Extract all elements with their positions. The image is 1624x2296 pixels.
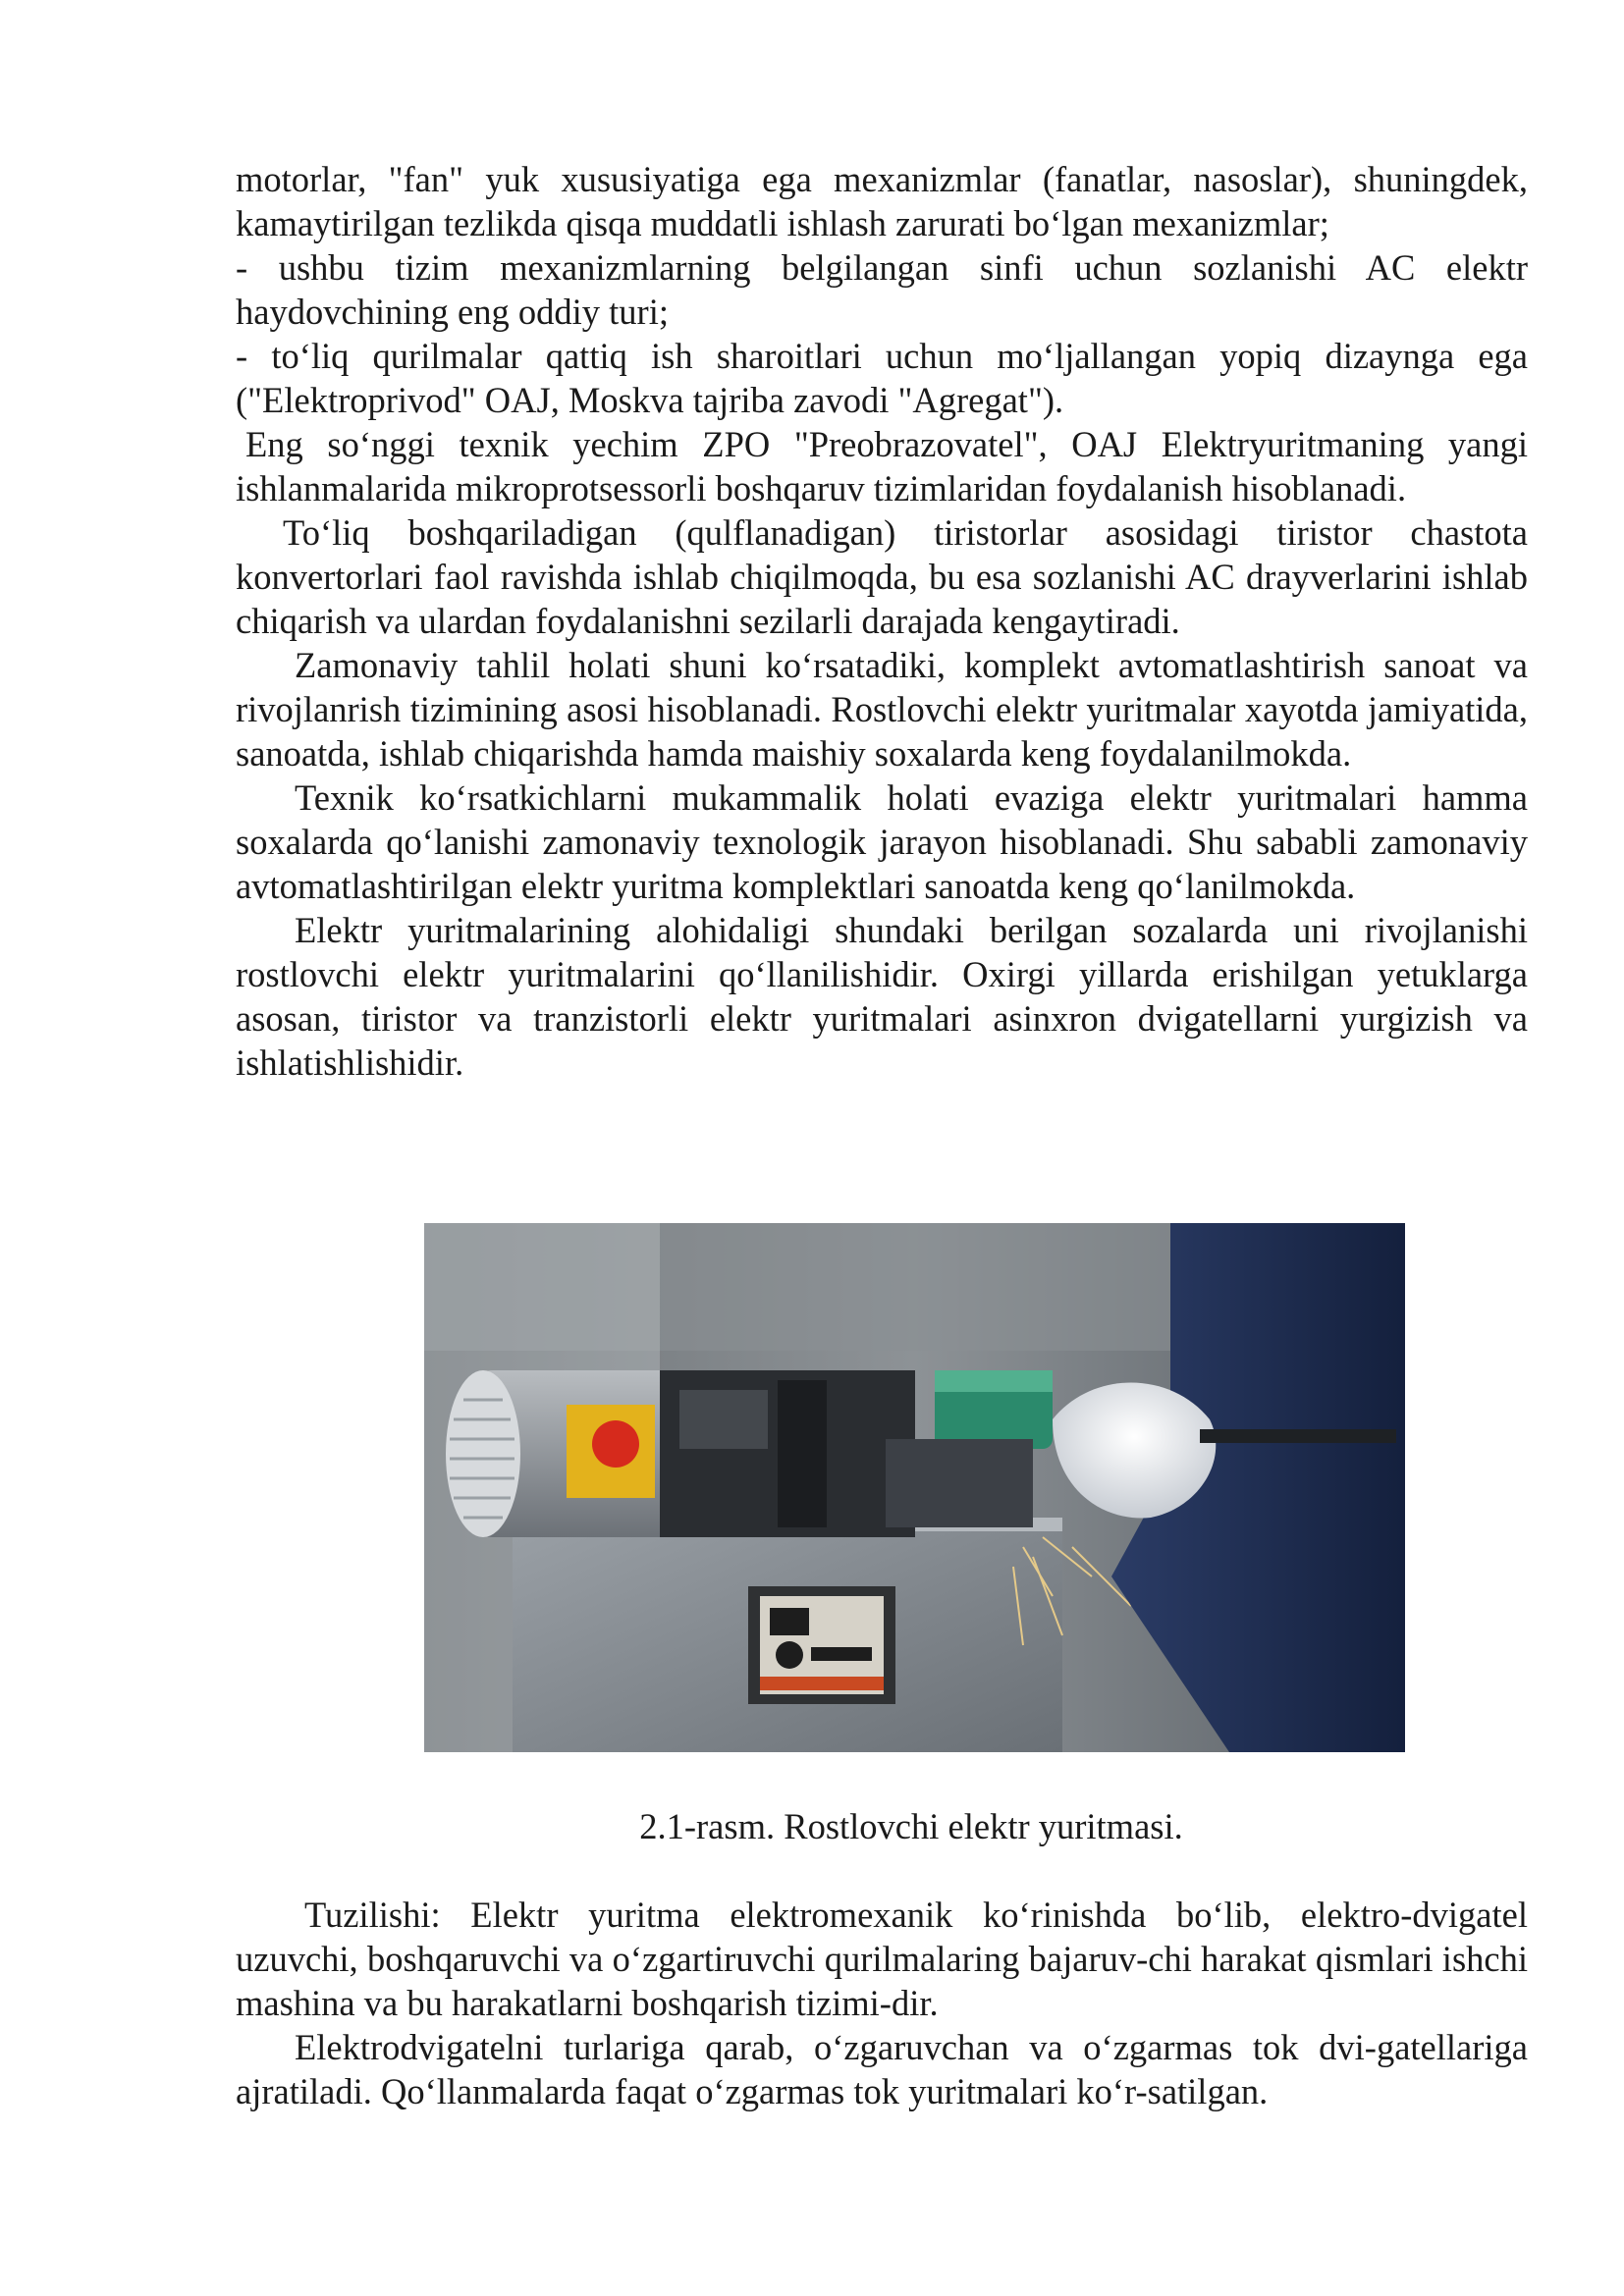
paragraph-10: Elektrodvigatelni turlariga qarab, o‘zgaruvchan va o‘zgarmas tok dvi-gatellariga ajratiladi. Qo‘llanmalarda faqat o‘zgarmas tok yuritmalari ko‘r-satilgan. (236, 2027, 1528, 2111)
bottom-text-block (236, 1893, 1528, 2113)
paragraph-1: motorlar, "fan" yuk xususiyatiga ega mexanizmlar (fanatlar, nasoslar), shuningdek, kamaytirilgan tezlikda qisqa muddatli ishlash zarurati bo‘lgan mexanizmlar; (236, 159, 1528, 243)
paragraph-6: Zamonaviy tahlil holati shuni ko‘rsatadiki, komplekt avtomatlashtirish sanoat va rivojlanrish tizimining asosi hisoblanadi. Rostlovchi elektr yuritmalar xayotda jamiyatida, sanoatda, ishlab chiqarishda hamda maishiy soxalarda keng foydalanilmokda. (236, 645, 1528, 774)
paragraph-3: - to‘liq qurilmalar qattiq ish sharoitlari uchun mo‘ljallangan yopiq dizaynga ega ("Elektroprivod" OAJ, Moskva tajriba zavodi "Agregat"). (236, 336, 1528, 420)
machine-photo-illustration (424, 1223, 1405, 1752)
paragraph-9: Tuzilishi: Elektr yuritma elektromexanik ko‘rinishda bo‘lib, elektro-dvigatel uzuvchi, boshqaruvchi va o‘zgartiruvchi qurilmalaring bajaruv-chi harakat qismlari ishchi mashina va bu harakatlarni boshqarish tizimi-dir. (236, 1895, 1528, 2023)
paragraph-7: Texnik ko‘rsatkichlarni mukammalik holati evaziga elektr yuritmalari hamma soxalarda qo‘lanishi zamonaviy texnologik jarayon hisoblanadi. Shu sababli zamonaviy avtomatlashtirilgan elektr yuritma komplektlari sanoatda keng qo‘lanilmokda. (236, 777, 1528, 906)
top-text-block (236, 157, 1528, 1085)
paragraph-4: Eng so‘nggi texnik yechim ZPO "Preobrazovatel", OAJ Elektryuritmaning yangi ishlanmalarida mikroprotsessorli boshqaruv tizimlaridan foydalanish hisoblanadi. (236, 424, 1528, 508)
paragraph-5: To‘liq boshqariladigan (qulflanadigan) tiristorlar asosidagi tiristor chastota konvertorlari faol ravishda ishlab chiqilmoqda, bu esa sozlanishi AC drayverlarini ishlab chiqarish va ulardan foydalanishni sezilarli darajada kengaytiradi. (236, 512, 1528, 641)
figure-caption: 2.1-rasm. Rostlovchi elektr yuritmasi. (639, 1806, 1183, 1846)
paragraph-8: Elektr yuritmalarining alohidaligi shundaki berilgan sozalarda uni rivojlanishi rostlovchi elektr yuritmalarini qo‘llanilishidir. Oxirgi yillarda erishilgan yetuklarga asosan, tiristor va tranzistorli elektr yuritmalari asinxron dvigatellarni yurgizish va ishlatishlishidir. (236, 910, 1528, 1083)
figure-photo (424, 1223, 1405, 1752)
paragraph-2: - ushbu tizim mexanizmlarning belgilangan sinfi uchun sozlanishi AC elektr haydovchining eng oddiy turi; (236, 247, 1528, 332)
